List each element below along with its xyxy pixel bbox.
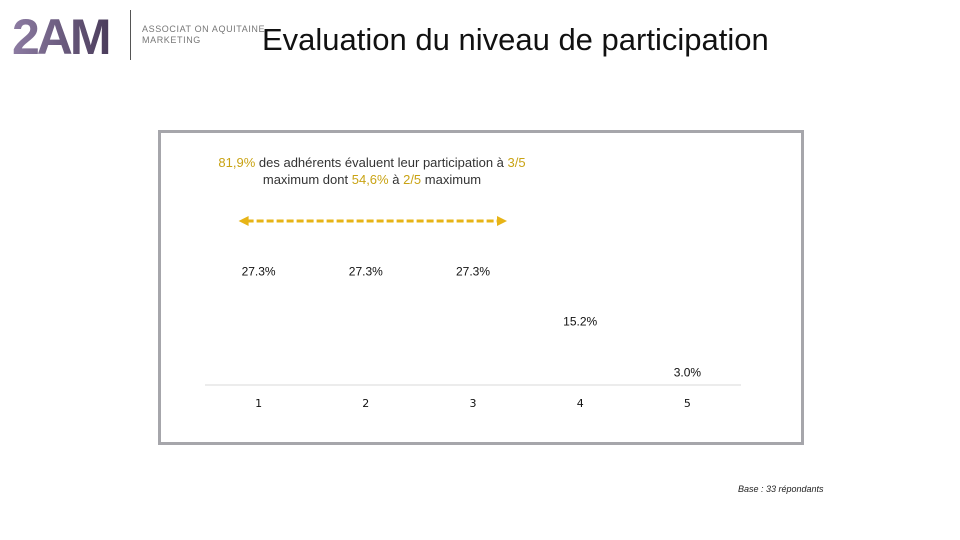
annotation-pct-2: 54,6%	[351, 172, 389, 187]
logo-line-2: MARKETING	[142, 35, 201, 45]
logo-line-1: ASSOCIAT ON AQUITAINE	[142, 24, 266, 34]
page-title: Evaluation du niveau de participation	[262, 22, 769, 57]
bar	[548, 322, 612, 385]
logo-wordmark: 2AM	[12, 10, 109, 62]
arrow-right-head	[497, 216, 507, 226]
data-label: 27.3%	[455, 264, 491, 279]
bar	[441, 271, 505, 385]
logo	[12, 10, 266, 64]
x-tick-label: 1	[255, 397, 263, 410]
data-label: 15.2%	[563, 314, 598, 329]
arrow-left-head	[239, 216, 249, 226]
x-tick-label: 5	[683, 397, 691, 410]
chart-annotation	[186, 154, 558, 188]
annotation-score-2: 2/5	[403, 172, 422, 187]
annotation-text-1: des adhérents évaluent leur participation à	[258, 155, 504, 170]
logo-mark	[12, 10, 122, 62]
annotation-text-4: maximum	[424, 172, 482, 187]
data-label: 3.0%	[673, 365, 702, 380]
x-tick-label: 3	[469, 397, 477, 410]
data-label: 27.3%	[241, 264, 276, 279]
annotation-text-3: à	[392, 172, 400, 187]
logo-divider	[130, 10, 131, 60]
annotation-score-1: 3/5	[507, 155, 526, 170]
x-tick-label: 2	[362, 397, 370, 410]
annotation-pct-1: 81,9%	[218, 155, 256, 170]
x-tick-label: 4	[576, 397, 584, 410]
bar	[334, 271, 398, 385]
annotation-text-2: maximum dont	[262, 172, 349, 187]
data-label: 27.3%	[348, 264, 383, 279]
base-footnote: Base : 33 répondants	[738, 484, 824, 494]
bar	[226, 271, 290, 385]
